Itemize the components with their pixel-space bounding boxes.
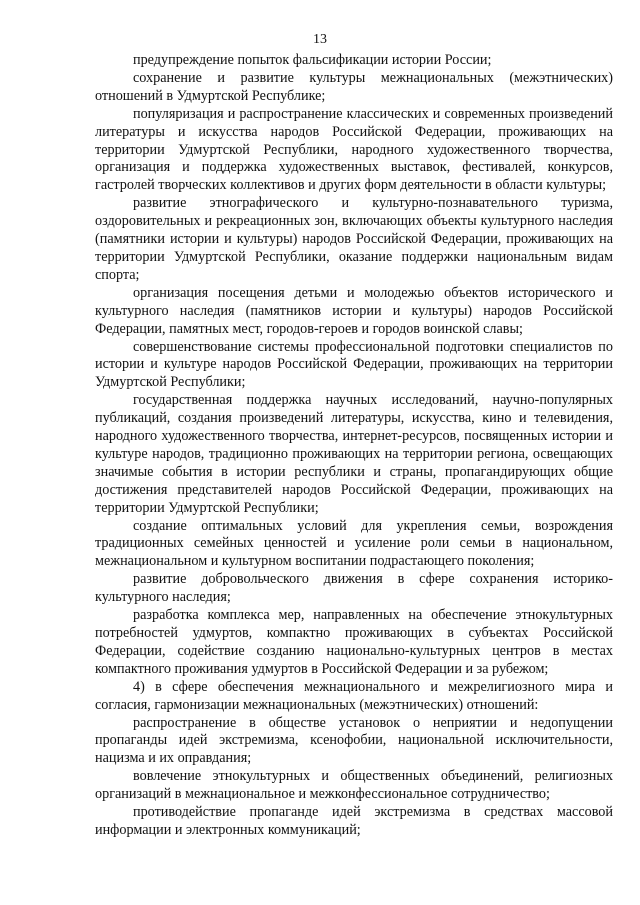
paragraph-media-counteraction: противодействие пропаганде идей экстремизма в средствах массовой информации и электронных коммуникаций; xyxy=(95,804,613,838)
paragraph-ethnographic-tourism: развитие этнографического и культурно-познавательного туризма, оздоровительных и рекреационных зон, включающих объекты культурного наследия (памятники истории и культуры) народов Российской Федерации, проживающих на территории Удмуртской Республики, оказание поддержки национальным видам спорта; xyxy=(95,195,613,283)
page-number: 13 xyxy=(313,32,327,47)
paragraph-literature-art-popularization: популяризация и распространение классических и современных произведений литературы и искусства народов Российской Федерации, проживающих на территории Удмуртской Республики, народного художественного творчества, организация и поддержка художественных выставок, фестивалей, конкурсов, гастролей творческих коллективов и других форм деятельности в области культуры; xyxy=(95,105,613,194)
paragraph-section-4-heading: 4) в сфере обеспечения межнационального и межрелигиозного мира и согласия, гармонизации межнациональных (межэтнических) отношений: xyxy=(95,678,613,713)
paragraph-research-support: государственная поддержка научных исследований, научно-популярных публикаций, создания произведений литературы, искусства, кино и телевидения, народного художественного творчества, интернет-ресурсов, посвященных истории и культуре народов, традиционно проживающих на территории региона, освещающих значимые события в истории республики и страны, пропагандирующих общие достижения представителей народов Российской Федерации, проживающих на территории Удмуртской Республики; xyxy=(95,392,613,516)
paragraph-interfaith-cooperation: вовлечение этнокультурных и общественных объединений, религиозных организаций в межнациональное и межконфессиональное сотрудничество; xyxy=(95,768,613,803)
paragraph-heritage-visits: организация посещения детьми и молодежью объектов исторического и культурного наследия (памятников истории и культуры) народов Российской Федерации, памятных мест, городов-героев и городов воинской славы; xyxy=(95,284,613,337)
paragraph-anti-extremism-attitudes: распространение в обществе установок о неприятии и недопущении пропаганды идей экстремизма, ксенофобии, национальной исключительности, нацизма и их оправдания; xyxy=(95,714,613,767)
paragraph-specialist-training: совершенствование системы профессиональной подготовки специалистов по истории и культуре народов Российской Федерации, проживающих на территории Удмуртской Республики; xyxy=(95,338,613,391)
paragraph-interethnic-culture: сохранение и развитие культуры межнациональных (межэтнических) отношений в Удмуртской Республике; xyxy=(95,69,613,104)
document-body xyxy=(95,52,613,840)
paragraph-family-values: создание оптимальных условий для укрепления семьи, возрождения традиционных семейных ценностей и усиление роли семьи в национальном, межнациональном и культурном воспитании подрастающего поколения; xyxy=(95,517,613,570)
paragraph-falsification-prevention: предупреждение попыток фальсификации истории России; xyxy=(133,52,492,68)
paragraph-volunteer-movement: развитие добровольческого движения в сфере сохранения историко-культурного наследия; xyxy=(95,571,613,606)
paragraph-udmurt-needs: разработка комплекса мер, направленных на обеспечение этнокультурных потребностей удмуртов, компактно проживающих в субъектах Российской Федерации, содействие созданию национально-культурных центров в местах компактного проживания удмуртов в Российской Федерации и за рубежом; xyxy=(95,607,613,677)
